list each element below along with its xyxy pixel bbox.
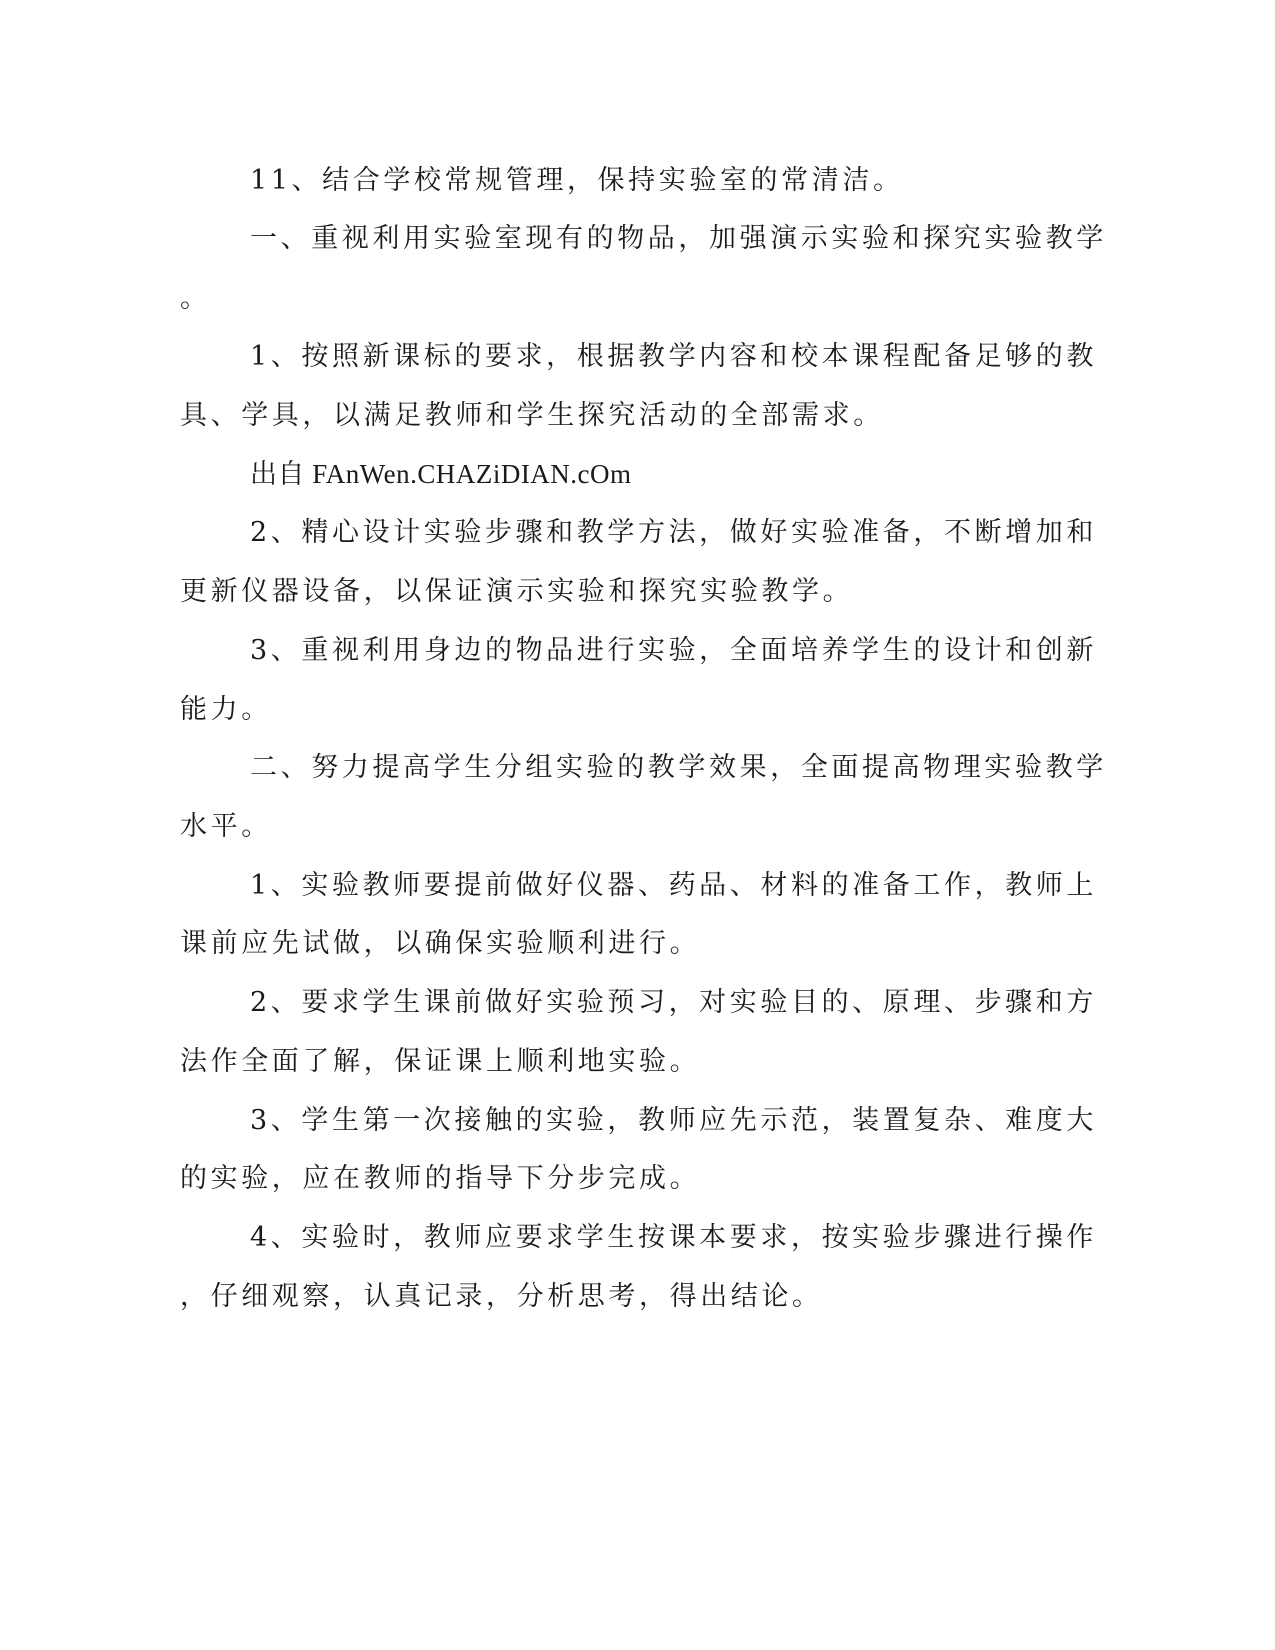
paragraph-line: 4、实验时，教师应要求学生按课本要求，按实验步骤进行操作 xyxy=(250,1222,1097,1253)
paragraph-line: ，仔细观察，认真记录，分析思考，得出结论。 xyxy=(180,1281,823,1312)
paragraph-line: 法作全面了解，保证课上顺利地实验。 xyxy=(180,1046,701,1077)
paragraph-line: 更新仪器设备，以保证演示实验和探究实验教学。 xyxy=(180,576,854,607)
paragraph-line: 课前应先试做，以确保实验顺利进行。 xyxy=(180,928,701,959)
paragraph-line: 能力。 xyxy=(180,694,272,725)
paragraph-line: 。 xyxy=(180,283,211,314)
paragraph-line: 1、实验教师要提前做好仪器、药品、材料的准备工作，教师上 xyxy=(250,870,1097,901)
paragraph-line: 11、结合学校常规管理，保持实验室的常清洁。 xyxy=(250,165,904,196)
paragraph-line: 的实验，应在教师的指导下分步完成。 xyxy=(180,1163,701,1194)
source-line: 出自 FAnWen.CHAZiDIAN.cOm xyxy=(250,459,632,489)
section-heading-line: 一、重视利用实验室现有的物品，加强演示实验和探究实验教学 xyxy=(250,223,1107,254)
paragraph-line: 2、精心设计实验步骤和教学方法，做好实验准备，不断增加和 xyxy=(250,517,1097,548)
paragraph-line: 3、学生第一次接触的实验，教师应先示范，装置复杂、难度大 xyxy=(250,1105,1097,1136)
section-heading-line: 二、努力提高学生分组实验的教学效果，全面提高物理实验教学 xyxy=(250,752,1107,783)
paragraph-line: 具、学具，以满足教师和学生探究活动的全部需求。 xyxy=(180,400,884,431)
paragraph-line: 水平。 xyxy=(180,811,272,842)
paragraph-line: 3、重视利用身边的物品进行实验，全面培养学生的设计和创新 xyxy=(250,635,1097,666)
paragraph-line: 2、要求学生课前做好实验预习，对实验目的、原理、步骤和方 xyxy=(250,987,1097,1018)
paragraph-line: 1、按照新课标的要求，根据教学内容和校本课程配备足够的教 xyxy=(250,341,1097,372)
